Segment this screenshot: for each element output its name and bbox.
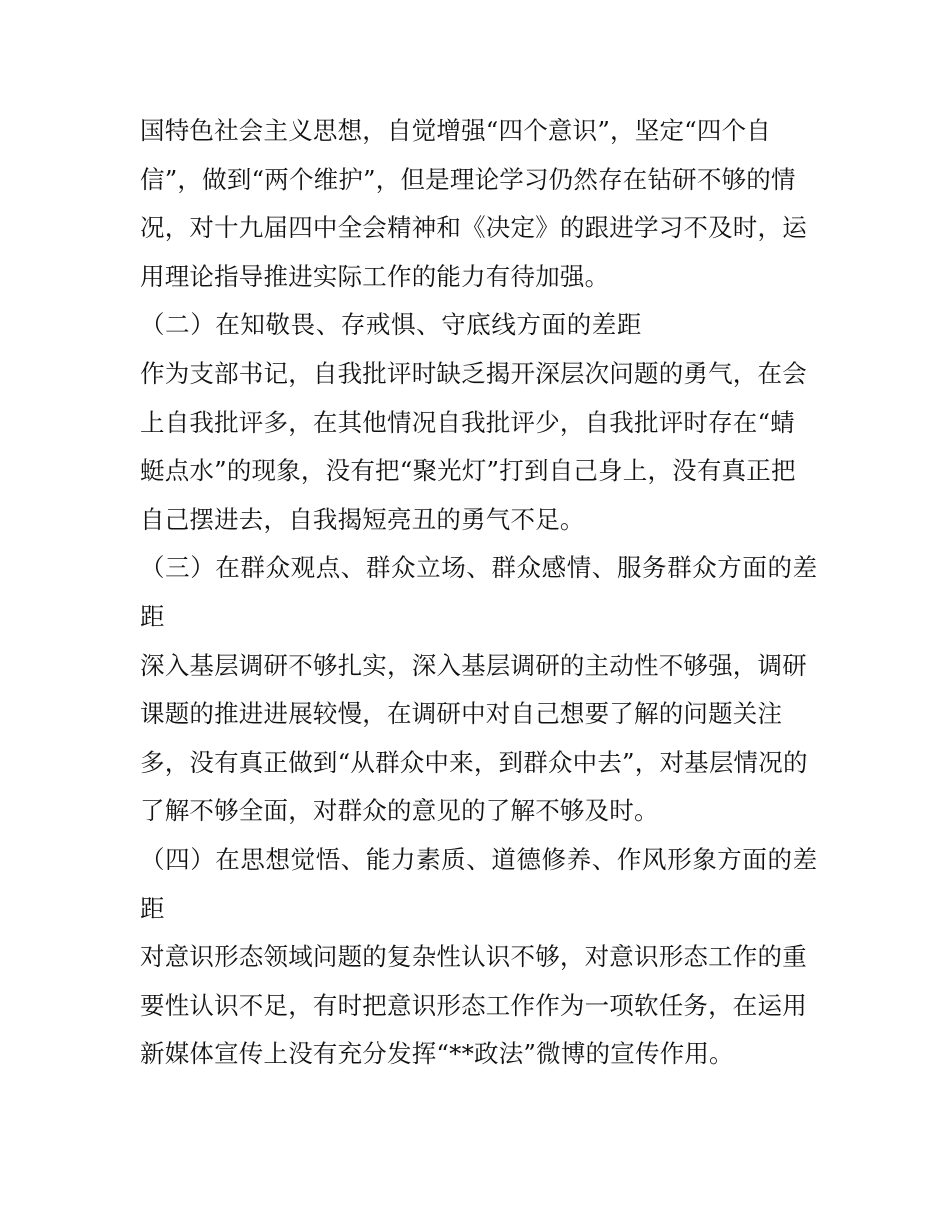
paragraph-self-criticism [140, 350, 820, 544]
text-line: 国特色社会主义思想，自觉增强“四个意识”，坚定“四个自 [140, 116, 771, 145]
text-line: 信”，做到“两个维护”，但是理论学习仍然存在钻研不够的情 [140, 164, 796, 194]
text-line: 深入基层调研不够扎实，深入基层调研的主动性不够强，调研 [140, 650, 807, 680]
text-line: 用理论指导推进实际工作的能力有待加强。 [140, 261, 610, 291]
text-line: 对意识形态领域问题的复杂性认识不够，对意识形态工作的重 [140, 942, 807, 972]
text-line: 作为支部书记，自我批评时缺乏揭开深层次问题的勇气，在会 [140, 358, 807, 388]
document-body [140, 107, 820, 1079]
text-line: 况，对十九届四中全会精神和《决定》的跟进学习不及时，运 [140, 213, 807, 243]
text-line: 多，没有真正做到“从群众中来，到群众中去”，对基层情况的 [140, 747, 808, 777]
text-line: 蜓点水”的现象，没有把“聚光灯”打到自己身上，没有真正把 [140, 456, 796, 486]
paragraph-grassroots-research [140, 642, 820, 836]
heading-line: （二）在知敬畏、存戒惧、守底线方面的差距 [140, 310, 642, 340]
text-line: 课题的推进进展较慢，在调研中对自己想要了解的问题关注 [140, 699, 783, 729]
heading-line: 距 [140, 893, 166, 923]
paragraph-theory-study [140, 107, 820, 301]
heading-line: 距 [140, 601, 166, 631]
section-heading-4 [140, 836, 820, 933]
text-line: 了解不够全面，对群众的意见的了解不够及时。 [140, 796, 659, 826]
text-line: 上自我批评多，在其他情况自我批评少，自我批评时存在“蜻 [140, 407, 795, 437]
heading-line: （四）在思想觉悟、能力素质、道德修养、作风形象方面的差 [140, 844, 818, 874]
text-line: 自己摆进去，自我揭短亮丑的勇气不足。 [140, 504, 585, 534]
paragraph-ideology-work [140, 933, 820, 1079]
heading-line: （三）在群众观点、群众立场、群众感情、服务群众方面的差 [140, 553, 818, 583]
text-line: 要性认识不足，有时把意识形态工作作为一项软任务，在运用 [140, 990, 807, 1020]
section-heading-2 [140, 301, 820, 350]
section-heading-3 [140, 544, 820, 641]
text-line: 新媒体宣传上没有充分发挥“**政法”微博的宣传作用。 [140, 1039, 734, 1069]
